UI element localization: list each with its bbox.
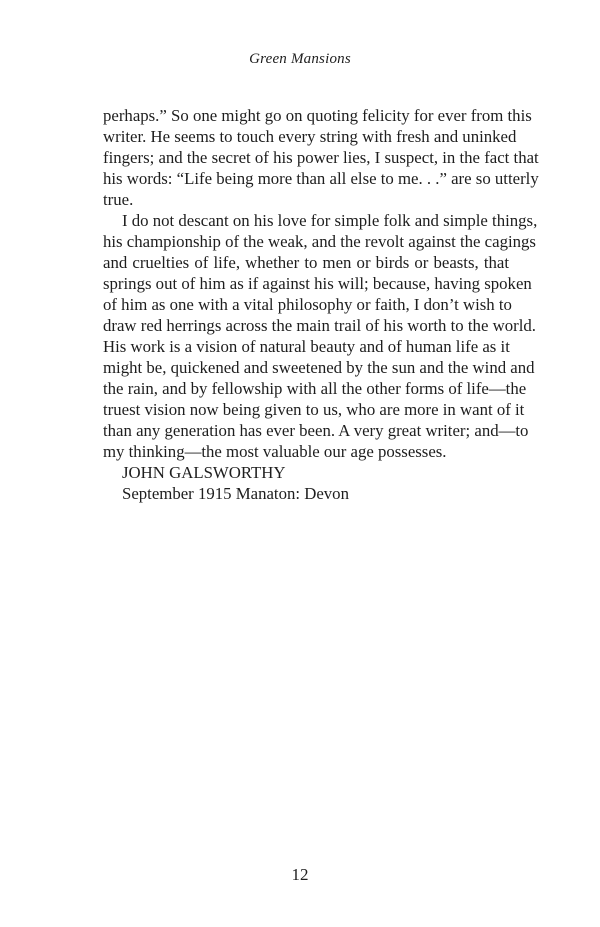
text-line: I do not descant on his love for simple folk and simple things, xyxy=(122,211,538,230)
text-line: fingers; and the secret of his power lies, I suspect, in the fact that xyxy=(103,148,539,167)
text-line: the rain, and by fellowship with all the other forms of life—the xyxy=(103,379,527,398)
text-line: of him as one with a vital philosophy or faith, I don’t wish to xyxy=(103,295,512,314)
text-line: his championship of the weak, and the revolt against the cagings xyxy=(103,232,536,251)
text-line: His work is a vision of natural beauty and of human life as it xyxy=(103,337,510,356)
text-line: writer. He seems to touch every string with fresh and uninked xyxy=(103,127,517,146)
text-line: draw red herrings across the main trail of his worth to the world. xyxy=(103,316,536,335)
text-line: and cruelties of life, whether to men or birds or beasts, that xyxy=(103,253,509,272)
running-head: Green Mansions xyxy=(249,51,351,67)
text-line: springs out of him as if against his will; because, having spoken xyxy=(103,274,532,293)
author-name: JOHN GALSWORTHY xyxy=(122,463,286,482)
text-line: his words: “Life being more than all else to me. . .” are so utterly xyxy=(103,169,539,188)
signature-block xyxy=(103,462,509,504)
page-number: 12 xyxy=(291,865,309,884)
text-line: truest vision now being given to us, who are more in want of it xyxy=(103,400,525,419)
body-text xyxy=(103,105,539,504)
paragraph-1 xyxy=(103,105,539,210)
paragraph-2 xyxy=(103,210,538,462)
text-line: true. xyxy=(103,190,134,209)
text-line: than any generation has ever been. A very great writer; and—to xyxy=(103,421,529,440)
text-line: my thinking—the most valuable our age possesses. xyxy=(103,442,447,461)
text-line: might be, quickened and sweetened by the sun and the wind and xyxy=(103,358,535,377)
date-place: September 1915 Manaton: Devon xyxy=(122,484,349,503)
text-line: perhaps.” So one might go on quoting felicity for ever from this xyxy=(103,106,532,125)
